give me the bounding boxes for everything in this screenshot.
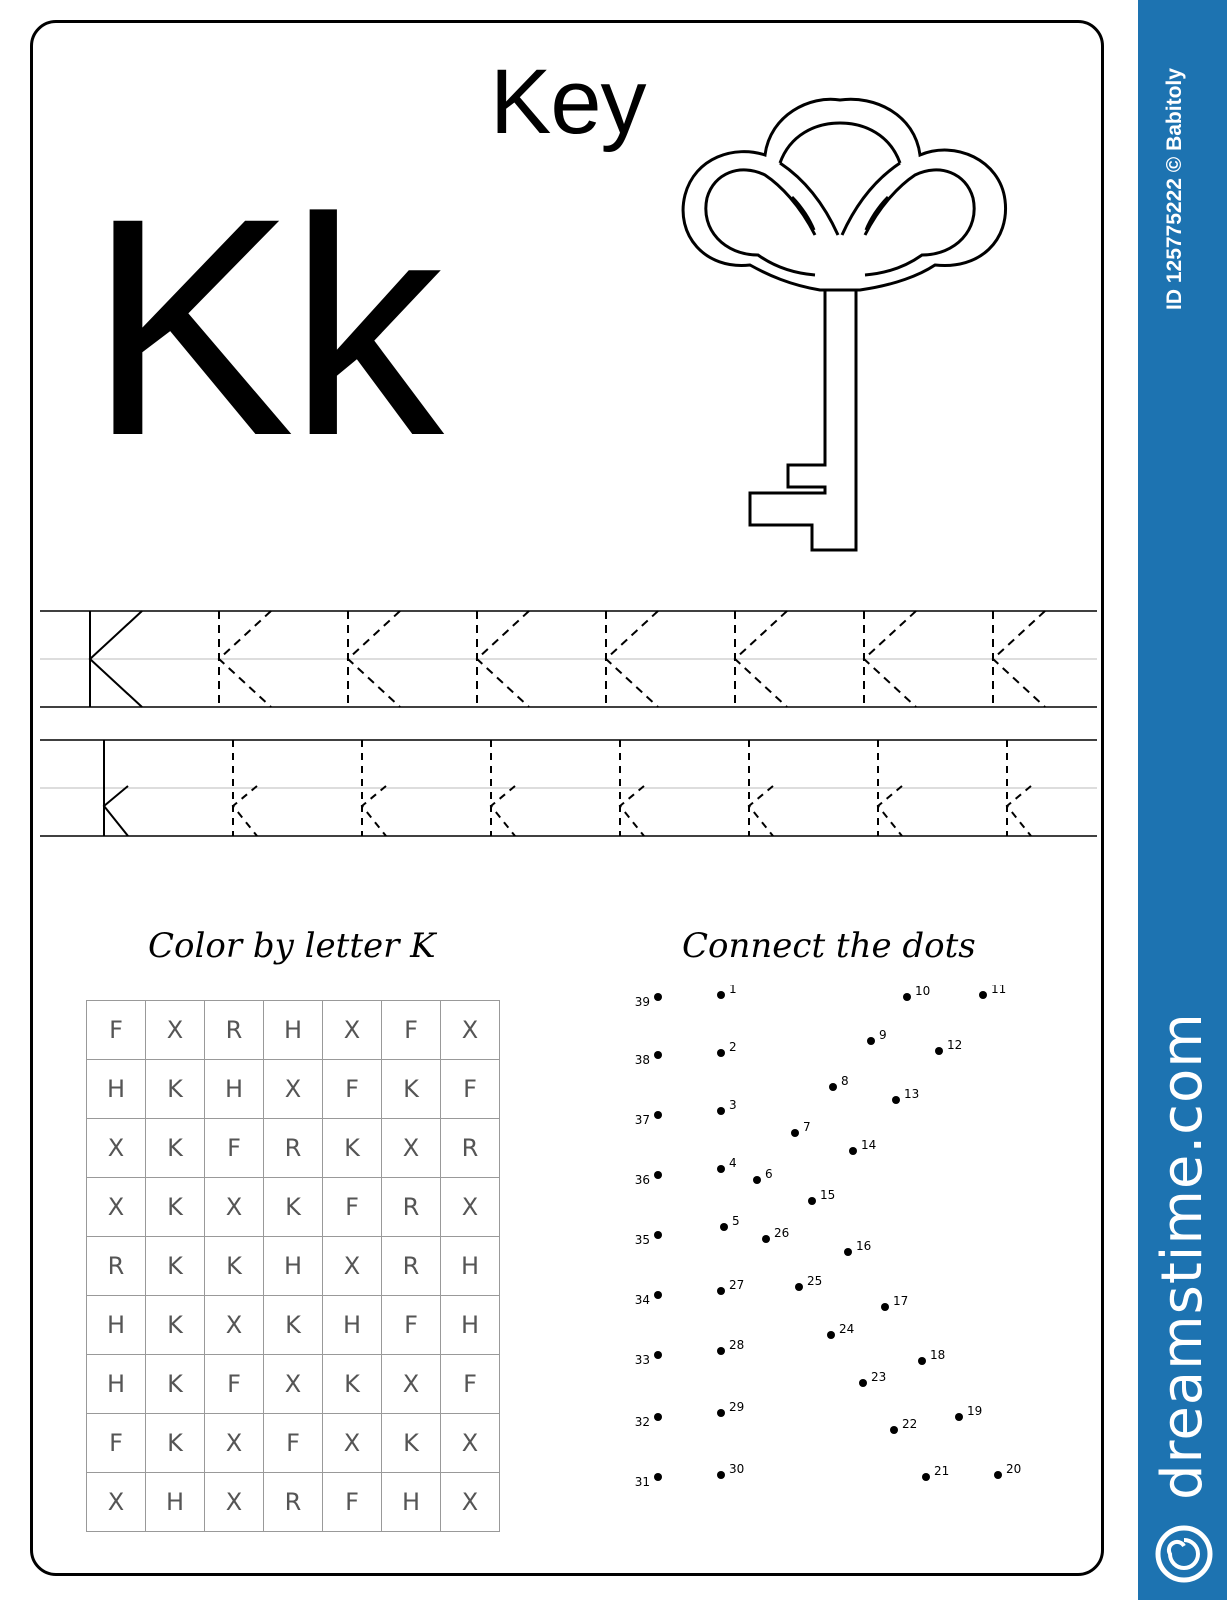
dot[interactable] — [717, 1049, 725, 1057]
dot[interactable] — [654, 1231, 662, 1239]
grid-cell[interactable]: H — [87, 1296, 146, 1355]
grid-cell[interactable]: F — [205, 1119, 264, 1178]
dot[interactable] — [654, 1111, 662, 1119]
grid-cell[interactable]: R — [205, 1001, 264, 1060]
dot-label: 15 — [820, 1188, 836, 1202]
grid-cell[interactable]: X — [205, 1414, 264, 1473]
grid-cell[interactable]: F — [87, 1414, 146, 1473]
grid-cell[interactable]: X — [441, 1414, 500, 1473]
dot[interactable] — [890, 1426, 898, 1434]
grid-cell[interactable]: X — [441, 1473, 500, 1532]
grid-cell[interactable]: H — [441, 1296, 500, 1355]
dot[interactable] — [903, 993, 911, 1001]
dot[interactable] — [881, 1303, 889, 1311]
dot[interactable] — [717, 1409, 725, 1417]
dot-label: 35 — [634, 1233, 650, 1247]
grid-cell[interactable]: K — [146, 1296, 205, 1355]
connect-dots-puzzle — [620, 985, 1040, 1525]
dot[interactable] — [859, 1379, 867, 1387]
grid-cell[interactable]: R — [441, 1119, 500, 1178]
dot-label: 19 — [967, 1404, 983, 1418]
dot[interactable] — [844, 1248, 852, 1256]
grid-cell[interactable]: X — [382, 1119, 441, 1178]
dot[interactable] — [994, 1471, 1002, 1479]
dot-label: 24 — [839, 1322, 855, 1336]
grid-cell[interactable]: X — [441, 1178, 500, 1237]
dot-label: 27 — [729, 1278, 745, 1292]
grid-cell[interactable]: H — [264, 1237, 323, 1296]
dot-label: 25 — [807, 1274, 823, 1288]
dot[interactable] — [717, 1287, 725, 1295]
grid-cell[interactable]: K — [264, 1296, 323, 1355]
grid-row — [87, 1237, 500, 1296]
dot[interactable] — [849, 1147, 857, 1155]
dot-label: 33 — [634, 1353, 650, 1367]
dot-label: 17 — [893, 1294, 909, 1308]
grid-cell[interactable]: H — [441, 1237, 500, 1296]
grid-cell[interactable]: H — [205, 1060, 264, 1119]
grid-cell[interactable]: H — [323, 1296, 382, 1355]
dot[interactable] — [717, 1165, 725, 1173]
grid-cell[interactable]: X — [205, 1473, 264, 1532]
dot[interactable] — [922, 1473, 930, 1481]
grid-cell[interactable]: R — [264, 1119, 323, 1178]
grid-cell[interactable]: H — [87, 1355, 146, 1414]
dot[interactable] — [654, 1413, 662, 1421]
grid-cell[interactable]: F — [323, 1473, 382, 1532]
dot-label: 12 — [947, 1038, 963, 1052]
connect-dots-title: Connect the dots — [682, 926, 976, 966]
dot-label: 38 — [634, 1053, 650, 1067]
dot[interactable] — [753, 1176, 761, 1184]
dot-label: 21 — [934, 1464, 950, 1478]
dot[interactable] — [654, 1051, 662, 1059]
grid-row — [87, 1060, 500, 1119]
dot[interactable] — [892, 1096, 900, 1104]
dot-label: 6 — [765, 1167, 773, 1181]
grid-cell[interactable]: X — [205, 1296, 264, 1355]
dot[interactable] — [717, 1107, 725, 1115]
grid-cell[interactable]: X — [382, 1355, 441, 1414]
dot[interactable] — [979, 991, 987, 999]
grid-cell[interactable]: K — [323, 1355, 382, 1414]
grid-row — [87, 1001, 500, 1060]
grid-cell[interactable]: K — [382, 1060, 441, 1119]
dot[interactable] — [717, 991, 725, 999]
dot-label: 3 — [729, 1098, 737, 1112]
dot-label: 39 — [634, 995, 650, 1009]
dot-label: 14 — [861, 1138, 877, 1152]
grid-cell[interactable]: K — [382, 1414, 441, 1473]
brand-logo-icon — [1154, 1524, 1214, 1584]
dot[interactable] — [808, 1197, 816, 1205]
dot-label: 23 — [871, 1370, 887, 1384]
grid-cell[interactable]: X — [323, 1414, 382, 1473]
dot-label: 7 — [803, 1120, 811, 1134]
dot[interactable] — [654, 1291, 662, 1299]
grid-cell[interactable]: K — [146, 1060, 205, 1119]
dot[interactable] — [654, 1171, 662, 1179]
dot[interactable] — [935, 1047, 943, 1055]
dot[interactable] — [654, 1351, 662, 1359]
dot-label: 28 — [729, 1338, 745, 1352]
dot-label: 20 — [1006, 1462, 1022, 1476]
grid-cell[interactable]: H — [146, 1473, 205, 1532]
grid-cell[interactable]: K — [146, 1119, 205, 1178]
dot-label: 26 — [774, 1226, 790, 1240]
dot-label: 1 — [729, 985, 737, 996]
grid-row — [87, 1178, 500, 1237]
dot[interactable] — [955, 1413, 963, 1421]
dot[interactable] — [867, 1037, 875, 1045]
grid-row — [87, 1473, 500, 1532]
grid-cell[interactable]: F — [323, 1178, 382, 1237]
color-grid — [86, 1000, 500, 1532]
grid-cell[interactable]: H — [264, 1001, 323, 1060]
image-id-text: ID 125775222 © Babitoly — [1163, 68, 1186, 310]
grid-cell[interactable]: F — [441, 1355, 500, 1414]
grid-cell[interactable]: X — [323, 1001, 382, 1060]
grid-cell[interactable]: X — [87, 1119, 146, 1178]
grid-cell[interactable]: X — [264, 1060, 323, 1119]
grid-cell[interactable]: X — [146, 1001, 205, 1060]
grid-cell[interactable]: H — [87, 1060, 146, 1119]
dot[interactable] — [795, 1283, 803, 1291]
dot-label: 32 — [634, 1415, 650, 1429]
grid-cell[interactable]: F — [382, 1001, 441, 1060]
grid-row — [87, 1296, 500, 1355]
grid-cell[interactable]: X — [441, 1001, 500, 1060]
brand-text: dreamstime.com — [1150, 1012, 1215, 1500]
grid-cell[interactable]: K — [264, 1178, 323, 1237]
dot[interactable] — [827, 1331, 835, 1339]
dot-label: 31 — [634, 1475, 650, 1489]
grid-cell[interactable]: K — [146, 1237, 205, 1296]
grid-cell[interactable]: K — [146, 1355, 205, 1414]
dot-label: 34 — [634, 1293, 650, 1307]
dot-label: 22 — [902, 1417, 918, 1431]
dot[interactable] — [791, 1129, 799, 1137]
word-title: Key — [490, 51, 646, 153]
grid-cell[interactable]: R — [87, 1237, 146, 1296]
dot-label: 11 — [991, 985, 1007, 996]
grid-cell[interactable]: F — [87, 1001, 146, 1060]
grid-cell[interactable]: K — [146, 1178, 205, 1237]
grid-cell[interactable]: X — [87, 1473, 146, 1532]
dot-label: 8 — [841, 1074, 849, 1088]
grid-cell[interactable]: X — [87, 1178, 146, 1237]
grid-cell[interactable]: F — [382, 1296, 441, 1355]
grid-cell[interactable]: X — [264, 1355, 323, 1414]
grid-cell[interactable]: F — [441, 1060, 500, 1119]
grid-cell[interactable]: K — [323, 1119, 382, 1178]
dot[interactable] — [720, 1223, 728, 1231]
dot-label: 13 — [904, 1087, 920, 1101]
dot-label: 30 — [729, 1462, 745, 1476]
dot-label: 4 — [729, 1156, 737, 1170]
dot[interactable] — [654, 1473, 662, 1481]
grid-cell[interactable]: X — [205, 1178, 264, 1237]
grid-row — [87, 1355, 500, 1414]
dot-label: 37 — [634, 1113, 650, 1127]
grid-cell[interactable]: K — [146, 1414, 205, 1473]
dot[interactable] — [918, 1357, 926, 1365]
grid-cell[interactable]: R — [382, 1237, 441, 1296]
dot-label: 9 — [879, 1028, 887, 1042]
dot-label: 2 — [729, 1040, 737, 1054]
dot-label: 18 — [930, 1348, 946, 1362]
dot[interactable] — [762, 1235, 770, 1243]
dot-label: 10 — [915, 985, 931, 998]
grid-cell[interactable]: K — [205, 1237, 264, 1296]
grid-cell[interactable]: R — [264, 1473, 323, 1532]
grid-row — [87, 1119, 500, 1178]
dot-label: 36 — [634, 1173, 650, 1187]
grid-cell[interactable]: H — [382, 1473, 441, 1532]
dot[interactable] — [654, 993, 662, 1001]
grid-cell[interactable]: R — [382, 1178, 441, 1237]
dot[interactable] — [717, 1347, 725, 1355]
dot[interactable] — [717, 1471, 725, 1479]
big-letters: Kk — [88, 153, 438, 500]
dot-label: 16 — [856, 1239, 872, 1253]
dot-label: 29 — [729, 1400, 745, 1414]
grid-row — [87, 1414, 500, 1473]
grid-cell[interactable]: F — [264, 1414, 323, 1473]
color-by-letter-title: Color by letter K — [148, 926, 436, 966]
grid-cell[interactable]: F — [323, 1060, 382, 1119]
grid-cell[interactable]: X — [323, 1237, 382, 1296]
dot-label: 5 — [732, 1214, 740, 1228]
grid-cell[interactable]: F — [205, 1355, 264, 1414]
dot[interactable] — [829, 1083, 837, 1091]
